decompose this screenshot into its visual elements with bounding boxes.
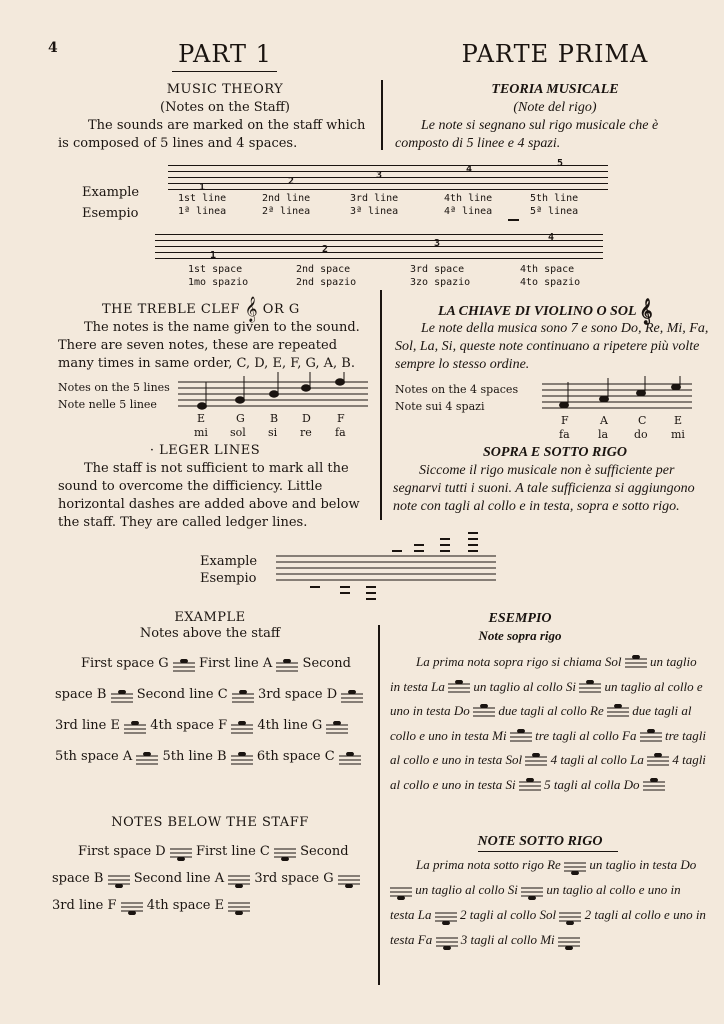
line-note-letter-3: B — [270, 412, 279, 425]
above-text-4: Second line C — [136, 687, 228, 702]
music-theory-heading: MUSIC THEORY — [166, 82, 284, 97]
page-number: 4 — [48, 40, 58, 56]
sotto-text-4: un taglio al collo e uno in testa La — [390, 882, 681, 922]
notes-on-lines-staff — [178, 372, 368, 412]
line-note-name-5: fa — [335, 426, 346, 439]
line-note-name-2: sol — [230, 426, 246, 439]
sopra-sotto-heading: SOPRA E SOTTO RIGO — [482, 445, 628, 460]
example-heading: EXAMPLE — [174, 610, 246, 625]
space-label-en-2: 2nd space — [296, 264, 351, 275]
space-label-en-3: 3rd space — [410, 264, 465, 275]
ledger-note-icon — [519, 778, 541, 794]
treble-clef-icon: 𝄞 — [244, 297, 259, 322]
space-label-it-2: 2nd spazio — [296, 277, 357, 288]
ledger-note-below-icon — [170, 844, 192, 860]
above-text-9: 5th space A — [55, 749, 133, 764]
line-label-en-5: 5th line — [530, 193, 579, 204]
esempio-heading: ESEMPIO — [488, 611, 552, 626]
line-note-name-3: si — [268, 426, 278, 439]
sopra-text-4: un taglio al collo e uno in testa Do — [390, 678, 703, 718]
ledger-note-icon — [607, 704, 629, 720]
above-text-11: 6th space C — [256, 749, 335, 764]
line-label-it-4: 4ª linea — [444, 206, 493, 217]
line-label-en-1: 1st line — [178, 193, 227, 204]
leger-lines-text: The staff is not sufficient to mark all the sound to overcome the difficiency. Little horizontal dashes are added above and below the staff. They are called ledger lines. — [58, 461, 360, 530]
sopra-text-11: 5 tagli al colla Do — [544, 776, 640, 792]
space-note-letter-4: E — [674, 414, 683, 427]
line-label-en-2: 2nd line — [262, 193, 311, 204]
ledger-note-icon — [339, 749, 361, 765]
chiave-text: Le note della musica sono 7 e sono Do, Re, Mi, Fa, Sol, La, Si, queste note continuano a ripetere più volte sempre lo stesso ordine. — [395, 321, 709, 372]
ledger-note-icon — [579, 680, 601, 696]
staff-esempio-label: Esempio — [82, 206, 139, 221]
column-divider-bottom — [378, 625, 380, 985]
treble-clef-text: The notes is the name given to the sound. There are seven notes, these are repeated many times in same order, C, D, E, F, G, A, B. — [58, 320, 360, 371]
ledger-example-label: Example — [200, 554, 258, 569]
space-number-3: 3 — [434, 238, 441, 249]
part-title-it: PARTE PRIMA — [461, 40, 649, 68]
space-number-4: 4 — [548, 232, 555, 243]
notes-on-spaces-label: Notes on the 4 spaces — [395, 383, 519, 396]
above-text-3: Second space B — [55, 656, 351, 702]
ledger-note-icon — [276, 656, 298, 672]
ledger-note-icon — [231, 749, 253, 765]
space-note-letter-1: F — [561, 414, 569, 427]
ledger-note-below-icon — [559, 908, 581, 924]
treble-clef-icon-it: 𝄞 — [639, 298, 653, 323]
ledger-note-icon — [173, 656, 195, 672]
teoria-subtitle: (Note del rigo) — [513, 100, 597, 115]
above-text-5: 3rd space D — [257, 687, 338, 702]
treble-clef-title: THE TREBLE CLEF — [102, 302, 240, 317]
sopra-text-1: La prima nota sopra rigo si chiama Sol — [416, 654, 622, 669]
line-label-it-5: 5ª linea — [530, 206, 579, 217]
below-text-4: Second line A — [133, 871, 225, 886]
ledger-note-below-icon — [121, 898, 143, 914]
ledger-note-icon — [136, 749, 158, 765]
line-note-letter-4: D — [302, 412, 311, 425]
ledger-note-icon — [643, 778, 665, 794]
ledger-note-icon — [231, 718, 253, 734]
ledger-note-icon — [111, 687, 133, 703]
line-number-2: 2 — [288, 176, 295, 187]
ledger-note-below-icon — [274, 844, 296, 860]
below-text-1: First space D — [78, 844, 166, 859]
line-note-name-1: mi — [194, 426, 208, 439]
column-divider-top — [381, 80, 383, 150]
above-text-1: First space G — [81, 656, 169, 671]
space-number-2: 2 — [322, 244, 329, 255]
space-note-name-4: mi — [671, 428, 685, 441]
ledger-note-icon — [473, 704, 495, 720]
space-note-name-1: fa — [559, 428, 570, 441]
sopra-text-9: 4 tagli al collo La — [550, 752, 644, 767]
notes-below-paragraph — [52, 838, 370, 919]
line-label-it-1: 1ª linea — [178, 206, 227, 217]
teoria-heading: TEORIA MUSICALE — [491, 82, 619, 97]
ledger-note-below-icon — [390, 883, 412, 899]
ledger-example-staff — [276, 532, 496, 608]
part-title-underline — [172, 71, 277, 72]
chiave-title: LA CHIAVE DI VIOLINO O SOL — [438, 304, 636, 319]
sopra-text-10: 4 tagli al collo e uno in testa Si — [390, 752, 706, 792]
ledger-note-below-icon — [338, 871, 360, 887]
space-label-en-1: 1st space — [188, 264, 243, 275]
line-number-3: 3 — [376, 170, 383, 181]
ledger-note-icon — [640, 729, 662, 745]
above-text-10: 5th line B — [162, 749, 227, 764]
line-note-name-4: re — [300, 426, 312, 439]
notes-on-spaces-label-it: Note sui 4 spazi — [395, 400, 485, 413]
treble-clef-suffix: OR G — [262, 302, 300, 317]
space-label-it-1: 1mo spazio — [188, 277, 249, 288]
space-note-name-3: do — [634, 428, 648, 441]
line-label-it-2: 2ª linea — [262, 206, 311, 217]
note-sotto-heading: NOTE SOTTO RIGO — [477, 834, 603, 849]
music-theory-intro: The sounds are marked on the staff which is composed of 5 lines and 4 spaces. — [58, 118, 366, 151]
line-label-en-4: 4th line — [444, 193, 493, 204]
line-number-1: 1 — [199, 182, 206, 193]
ledger-note-below-icon — [521, 883, 543, 899]
ledger-note-icon — [124, 718, 146, 734]
line-number-5: 5 — [557, 158, 564, 169]
ledger-note-below-icon — [108, 871, 130, 887]
above-text-7: 4th space F — [150, 718, 228, 733]
teoria-intro: Le note si segnano sul rigo musicale che è composto di 5 linee e 4 spazi. — [395, 118, 659, 151]
below-text-3: Second space B — [52, 844, 349, 886]
line-label-it-3: 3ª linea — [350, 206, 399, 217]
leger-lines-heading: · LEGER LINES — [149, 443, 261, 458]
sopra-text-5: due tagli al collo Re — [498, 703, 604, 718]
sopra-text-2: un taglio in testa La — [390, 654, 697, 694]
sotto-text-2: un taglio in testa Do — [589, 857, 697, 872]
ledger-note-below-icon — [228, 898, 250, 914]
space-label-en-4: 4th space — [520, 264, 575, 275]
ledger-note-icon — [326, 718, 348, 734]
line-note-letter-1: E — [197, 412, 206, 425]
sotto-text-7: 3 tagli al collo Mi — [460, 932, 555, 947]
sopra-text-3: un taglio al collo Si — [473, 678, 576, 694]
ledger-note-below-icon — [436, 933, 458, 949]
staff-example-label: Example — [82, 185, 140, 200]
ledger-esempio-label: Esempio — [200, 571, 257, 586]
space-number-1: 1 — [210, 250, 217, 261]
notes-on-lines-label: Notes on the 5 lines — [58, 381, 170, 394]
line-note-letter-2: G — [236, 412, 245, 425]
above-text-6: 3rd line E — [55, 718, 120, 733]
line-note-letter-5: F — [337, 412, 345, 425]
ledger-note-icon — [625, 655, 647, 671]
note-sotto-paragraph — [390, 852, 708, 952]
space-note-letter-3: C — [638, 414, 647, 427]
ledger-note-below-icon — [435, 908, 457, 924]
ledger-note-below-icon — [564, 858, 586, 874]
ledger-dash-mark — [508, 219, 519, 221]
part-title-en: PART 1 — [178, 40, 272, 68]
sopra-text-6: due tagli al collo e uno in testa Mi — [390, 703, 692, 743]
example-subtitle: Notes above the staff — [139, 626, 281, 641]
line-number-4: 4 — [466, 164, 473, 175]
below-text-2: First line C — [195, 844, 270, 859]
ledger-note-icon — [510, 729, 532, 745]
below-text-7: 4th space E — [146, 898, 225, 913]
space-label-it-3: 3zo spazio — [410, 277, 471, 288]
sopra-text-7: tre tagli al collo Fa — [535, 727, 637, 743]
note-sopra-paragraph — [390, 650, 708, 797]
esempio-subtitle: Note sopra rigo — [478, 628, 562, 643]
space-note-letter-2: A — [600, 414, 608, 427]
line-label-en-3: 3rd line — [350, 193, 399, 204]
ledger-note-below-icon — [228, 871, 250, 887]
above-text-2: First line A — [198, 656, 273, 671]
notes-on-lines-label-it: Note nelle 5 linee — [58, 398, 157, 411]
ledger-note-below-icon — [558, 933, 580, 949]
space-note-name-2: la — [598, 428, 609, 441]
above-text-8: 4th line G — [257, 718, 323, 733]
sotto-text-3: un taglio al collo Si — [415, 882, 518, 897]
ledger-note-icon — [525, 753, 547, 769]
sotto-text-1: La prima nota sotto rigo Re — [416, 857, 561, 872]
notes-on-spaces-staff — [542, 376, 692, 414]
ledger-note-icon — [341, 687, 363, 703]
ledger-note-icon — [647, 753, 669, 769]
notes-above-paragraph — [55, 648, 370, 772]
ledger-note-icon — [232, 687, 254, 703]
sotto-text-5: 2 tagli al collo Sol — [460, 907, 557, 922]
ledger-note-icon — [448, 680, 470, 696]
music-theory-subtitle: (Notes on the Staff) — [160, 100, 290, 115]
below-text-5: 3rd space G — [254, 871, 334, 886]
column-divider-middle — [380, 290, 382, 520]
sopra-sotto-text: Siccome il rigo musicale non è sufficiente per segnarvi tutti i suoni. A tale sufficienza si aggiungono note con tagli al collo e in testa, sopra e sotto rigo. — [393, 463, 695, 514]
notes-below-heading: NOTES BELOW THE STAFF — [111, 815, 309, 830]
sopra-text-8: tre tagli al collo e uno in testa Sol — [390, 727, 707, 767]
sotto-text-6: 2 tagli al collo e uno in testa Fa — [390, 907, 706, 947]
space-label-it-4: 4to spazio — [520, 277, 581, 288]
below-text-6: 3rd line F — [52, 898, 117, 913]
